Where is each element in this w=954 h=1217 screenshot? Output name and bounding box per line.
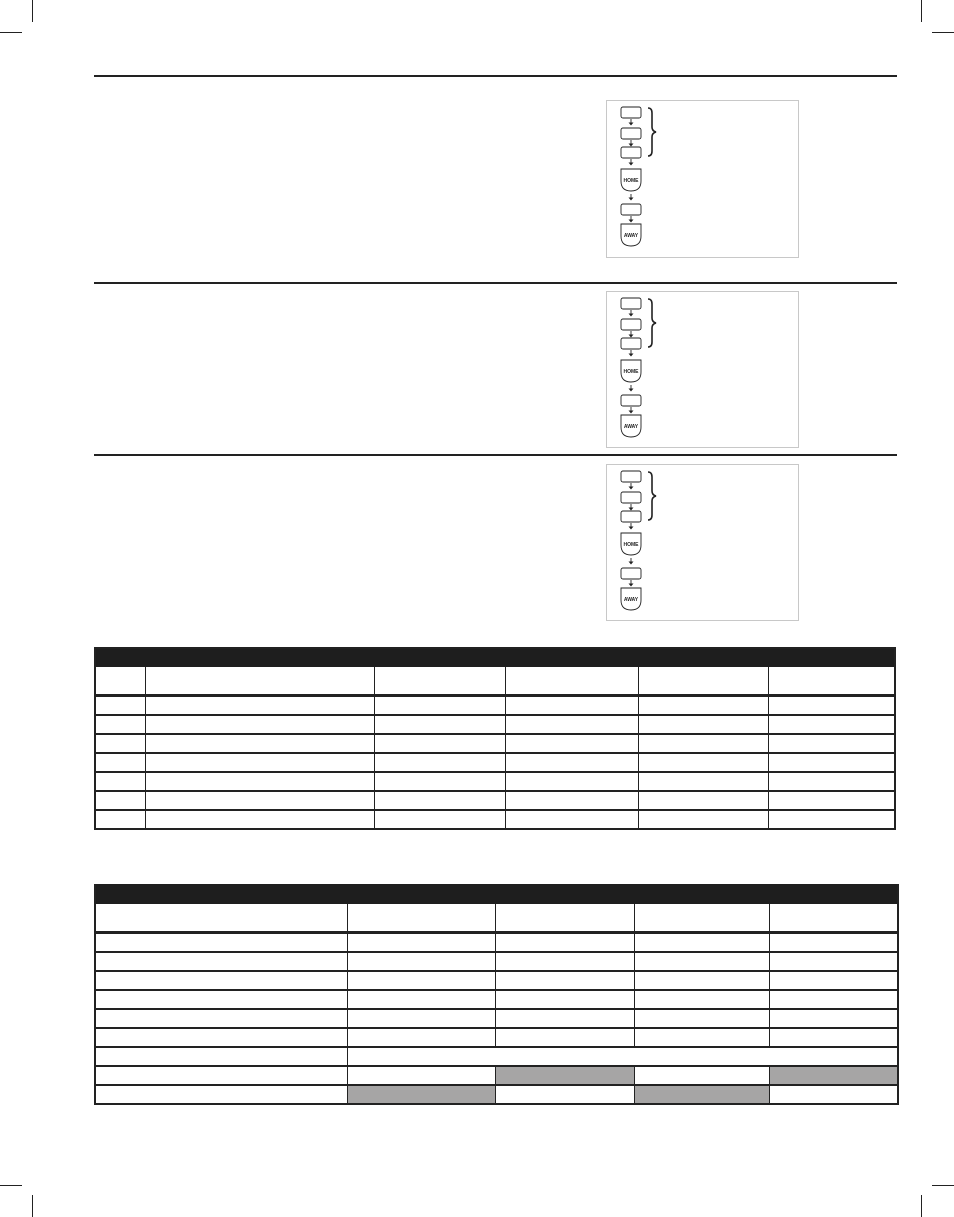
crop-mark-bottom-right-v [921, 1195, 922, 1217]
arrow-head-icon [629, 584, 634, 587]
key-button-icon [621, 568, 641, 579]
away-key-label: AWAY [623, 233, 639, 239]
table-row [95, 971, 898, 990]
brace-icon [648, 472, 656, 520]
button-sequence-svg [607, 292, 800, 449]
table-1-header-row [95, 667, 895, 696]
away-key-label: AWAY [623, 597, 639, 603]
brace-icon [648, 299, 656, 347]
table-row [95, 696, 895, 716]
table-2 [94, 884, 899, 1105]
button-sequence-diagram-3 [606, 464, 799, 621]
crop-mark-bottom-right-h [932, 1185, 954, 1186]
table-row [95, 1066, 898, 1085]
arrow-head-icon [629, 163, 634, 166]
table-2-header-band [95, 884, 898, 904]
section-divider [94, 75, 897, 77]
key-button-icon [621, 395, 641, 406]
crop-mark-top-right-h [932, 32, 954, 33]
button-sequence-svg [607, 101, 800, 259]
arrow-head-icon [629, 487, 634, 490]
arrow-head-icon [629, 314, 634, 317]
arrow-head-icon [629, 144, 634, 147]
key-button-icon [621, 204, 641, 215]
key-button-icon [621, 492, 641, 503]
button-sequence-diagram-2 [606, 291, 799, 448]
arrow-head-icon [629, 335, 634, 338]
section-divider [94, 282, 897, 284]
arrow-head-icon [629, 198, 634, 201]
section-divider [94, 454, 897, 456]
table-row [95, 933, 898, 953]
arrow-head-icon [629, 562, 634, 565]
shaded-cell [496, 1066, 634, 1085]
button-sequence-svg [607, 465, 800, 622]
key-button-icon [621, 319, 641, 330]
arrow-head-icon [629, 220, 634, 223]
shaded-cell [770, 1066, 898, 1085]
table-row [95, 791, 895, 810]
table-row [95, 810, 895, 829]
key-button-icon [621, 511, 641, 522]
arrow-head-icon [629, 411, 634, 414]
table-2-header-row [95, 904, 898, 933]
home-key-label: HOME [623, 542, 639, 548]
arrow-head-icon [629, 508, 634, 511]
brace-icon [648, 108, 656, 156]
arrow-head-icon [629, 389, 634, 392]
table-row [95, 1085, 898, 1104]
button-sequence-diagram-1 [606, 100, 799, 258]
crop-mark-top-left-v [32, 0, 33, 22]
crop-mark-top-right-v [921, 0, 922, 22]
key-button-icon [621, 128, 641, 139]
key-button-icon [621, 107, 641, 118]
table-1-header-band [95, 648, 895, 667]
table-1 [94, 647, 896, 830]
table-row [95, 952, 898, 971]
shaded-cell [348, 1085, 496, 1104]
table-row-merged [95, 1047, 898, 1066]
table-row [95, 1028, 898, 1047]
key-button-icon [621, 147, 641, 158]
table-row [95, 715, 895, 734]
table-row [95, 734, 895, 753]
arrow-head-icon [629, 354, 634, 357]
key-button-icon [621, 338, 641, 349]
crop-mark-bottom-left-v [32, 1195, 33, 1217]
table-row [95, 990, 898, 1009]
table-row [95, 1009, 898, 1028]
table-row [95, 772, 895, 791]
away-key-label: AWAY [623, 424, 639, 430]
home-key-label: HOME [623, 178, 639, 184]
crop-mark-bottom-left-h [0, 1185, 22, 1186]
key-button-icon [621, 471, 641, 482]
arrow-head-icon [629, 527, 634, 530]
home-key-label: HOME [623, 369, 639, 375]
key-button-icon [621, 298, 641, 309]
table-row [95, 753, 895, 772]
arrow-head-icon [629, 123, 634, 126]
shaded-cell [634, 1085, 769, 1104]
crop-mark-top-left-h [0, 32, 22, 33]
